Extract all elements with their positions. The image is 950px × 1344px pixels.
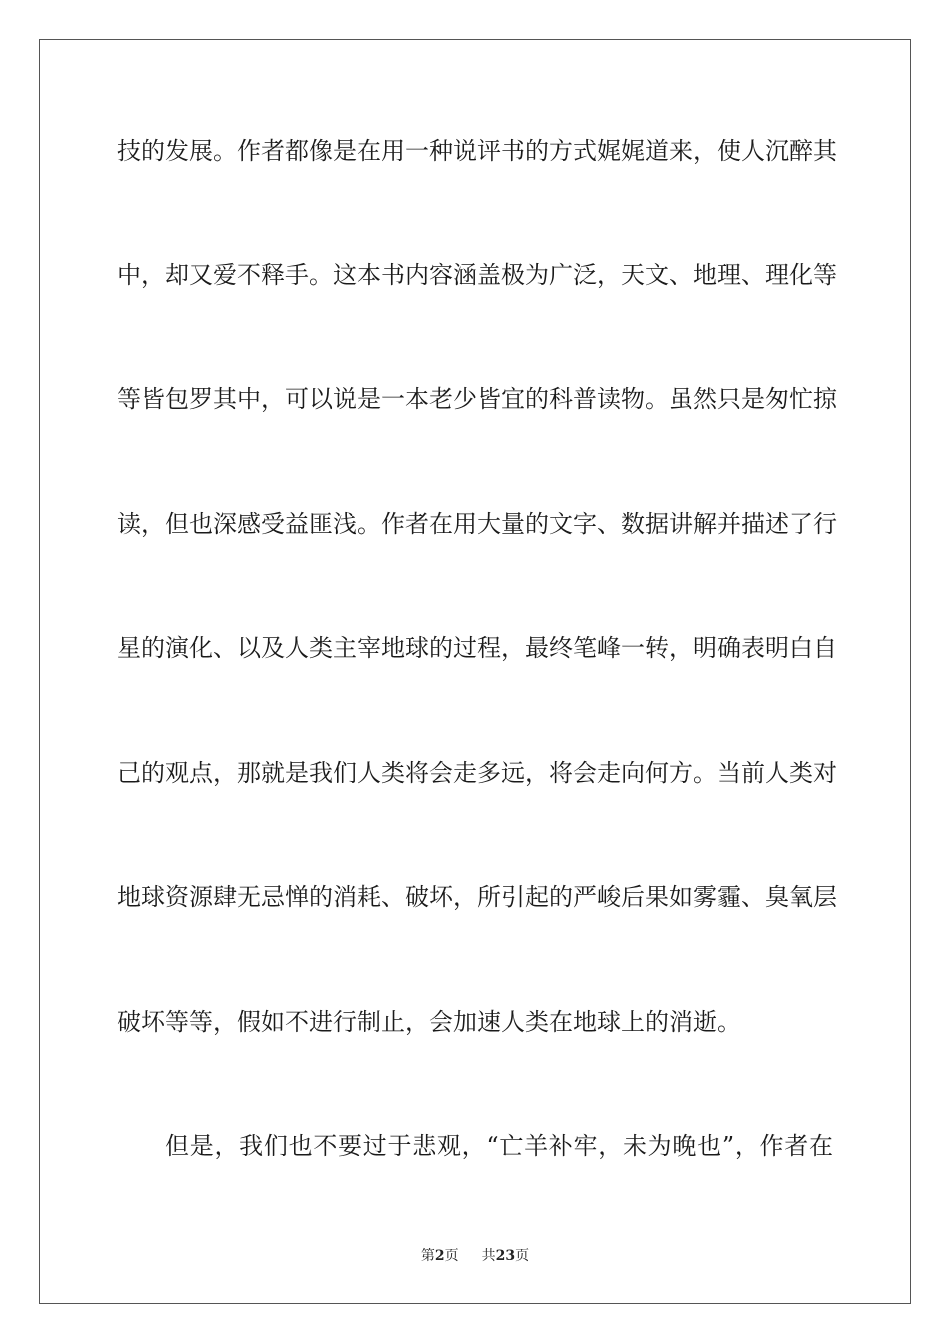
total-pages-number: 23 bbox=[495, 1248, 516, 1264]
current-page-number: 2 bbox=[434, 1248, 445, 1264]
body-text-line: 地球资源肆无忌惮的消耗、破坏，所引起的严峻后果如雾霾、臭氧层 bbox=[117, 883, 837, 911]
body-text-line: 读，但也深感受益匪浅。作者在用大量的文字、数据讲解并描述了行 bbox=[117, 510, 837, 538]
page-number-label bbox=[421, 1246, 459, 1266]
total-pages-label bbox=[482, 1246, 529, 1266]
total-suffix: 页 bbox=[515, 1248, 530, 1264]
body-text-line: 技的发展。作者都像是在用一种说评书的方式娓娓道来，使人沉醉其 bbox=[117, 137, 837, 165]
body-text-line: 破坏等等，假如不进行制止，会加速人类在地球上的消逝。 bbox=[117, 1008, 741, 1036]
total-prefix: 共 bbox=[481, 1248, 496, 1264]
body-text-line: 等皆包罗其中，可以说是一本老少皆宜的科普读物。虽然只是匆忙掠 bbox=[117, 385, 837, 413]
page-border bbox=[39, 39, 911, 1304]
page-prefix: 第 bbox=[420, 1248, 435, 1264]
body-text-line: 中，却又爱不释手。这本书内容涵盖极为广泛，天文、地理、理化等 bbox=[117, 261, 837, 289]
paragraph-first-line: 但是，我们也不要过于悲观，“亡羊补牢，未为晚也”，作者在 bbox=[165, 1132, 833, 1160]
page-suffix: 页 bbox=[444, 1248, 459, 1264]
body-text-line: 己的观点，那就是我们人类将会走多远，将会走向何方。当前人类对 bbox=[117, 759, 837, 787]
body-text-line: 星的演化、以及人类主宰地球的过程，最终笔峰一转，明确表明白自 bbox=[117, 634, 837, 662]
page-footer bbox=[0, 1246, 950, 1266]
